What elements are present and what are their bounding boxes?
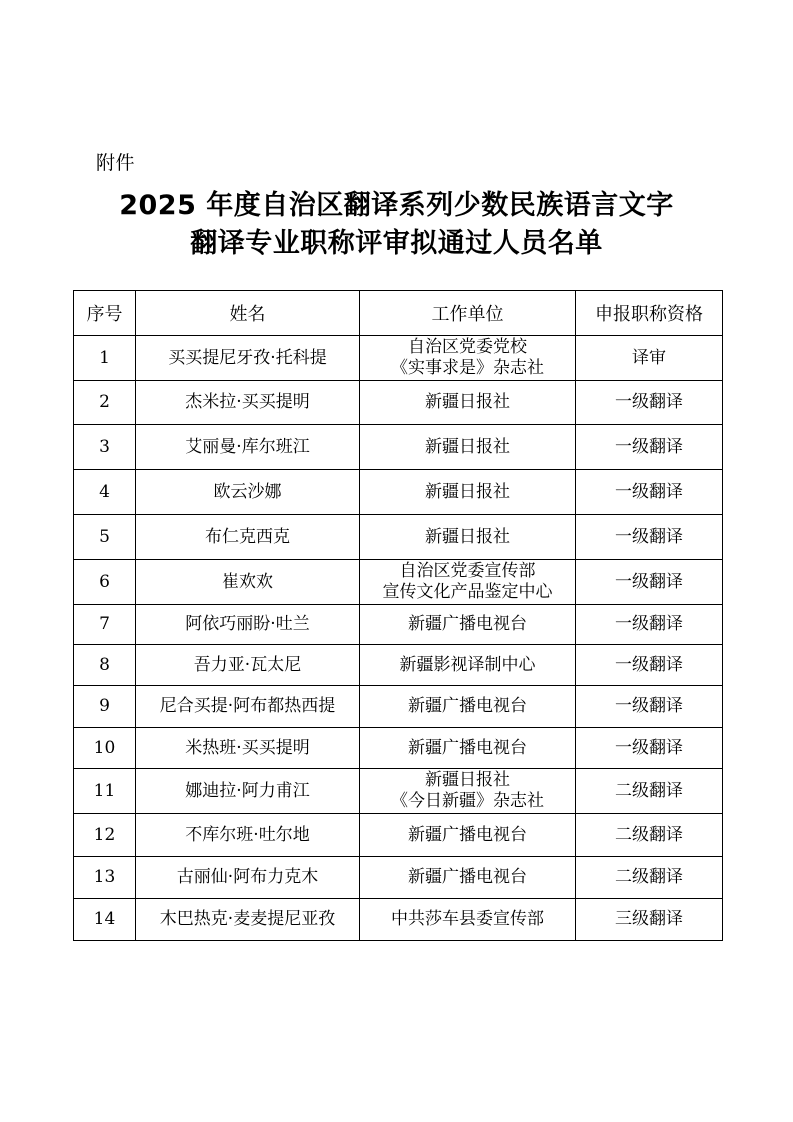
work-unit-line: 新疆日报社 [425,770,510,790]
work-unit-line: 新疆广播电视台 [408,867,527,887]
cell-name: 欧云沙娜 [136,470,360,515]
table-row [74,336,723,381]
table-header-row [74,291,723,336]
header-work-unit: 工作单位 [360,291,576,336]
cell-number: 10 [74,728,136,769]
cell-title-qualification: 一级翻译 [576,605,723,645]
cell-title-qualification: 二级翻译 [576,769,723,814]
work-unit-line: 中共莎车县委宣传部 [391,909,544,929]
cell-work-unit [360,381,576,425]
work-unit-line: 新疆广播电视台 [408,614,527,634]
cell-work-unit [360,814,576,857]
cell-work-unit [360,857,576,899]
cell-number: 9 [74,686,136,728]
cell-title-qualification: 二级翻译 [576,857,723,899]
cell-name: 布仁克西克 [136,515,360,560]
cell-number: 7 [74,605,136,645]
table-row [74,769,723,814]
header-title-qualification: 申报职称资格 [576,291,723,336]
work-unit-line: 《今日新疆》杂志社 [391,791,544,811]
work-unit-line: 自治区党委宣传部 [399,561,536,581]
cell-work-unit [360,645,576,686]
cell-title-qualification: 一级翻译 [576,515,723,560]
cell-work-unit [360,769,576,814]
table-row [74,515,723,560]
table-row [74,645,723,686]
cell-number: 12 [74,814,136,857]
cell-title-qualification: 三级翻译 [576,899,723,941]
cell-number: 5 [74,515,136,560]
cell-title-qualification: 一级翻译 [576,645,723,686]
table-row [74,381,723,425]
table-row [74,814,723,857]
cell-name: 阿依巧丽盼·吐兰 [136,605,360,645]
cell-name: 崔欢欢 [136,560,360,605]
cell-number: 8 [74,645,136,686]
table-row [74,560,723,605]
cell-work-unit [360,686,576,728]
personnel-list-table [73,290,723,941]
cell-number: 4 [74,470,136,515]
table-row [74,470,723,515]
cell-title-qualification: 二级翻译 [576,814,723,857]
cell-title-qualification: 一级翻译 [576,425,723,470]
cell-number: 14 [74,899,136,941]
work-unit-line: 宣传文化产品鉴定中心 [382,582,553,602]
table-row [74,857,723,899]
work-unit-line: 新疆日报社 [425,392,510,412]
document-title-line-2: 翻译专业职称评审拟通过人员名单 [190,228,603,259]
cell-work-unit [360,425,576,470]
work-unit-line: 《实事求是》杂志社 [391,358,544,378]
cell-name: 古丽仙·阿布力克木 [136,857,360,899]
cell-title-qualification: 译审 [576,336,723,381]
cell-work-unit [360,728,576,769]
header-number: 序号 [74,291,136,336]
cell-number: 11 [74,769,136,814]
table-row [74,728,723,769]
table-row [74,899,723,941]
cell-work-unit [360,560,576,605]
cell-work-unit [360,336,576,381]
cell-title-qualification: 一级翻译 [576,686,723,728]
table-row [74,605,723,645]
work-unit-line: 新疆日报社 [425,526,510,547]
cell-number: 6 [74,560,136,605]
work-unit-line: 新疆日报社 [425,481,510,502]
cell-name: 米热班·买买提明 [136,728,360,769]
work-unit-line: 新疆广播电视台 [408,824,527,845]
work-unit-line: 新疆日报社 [425,436,510,457]
cell-name: 不库尔班·吐尔地 [136,814,360,857]
cell-name: 木巴热克·麦麦提尼亚孜 [136,899,360,941]
work-unit-line: 新疆广播电视台 [408,737,527,758]
cell-number: 1 [74,336,136,381]
cell-name: 艾丽曼·库尔班江 [136,425,360,470]
cell-number: 3 [74,425,136,470]
cell-name: 买买提尼牙孜·托科提 [136,336,360,381]
cell-work-unit [360,470,576,515]
cell-work-unit [360,899,576,941]
table-row [74,425,723,470]
cell-name: 杰米拉·买买提明 [136,381,360,425]
attachment-label: 附件 [96,152,136,174]
work-unit-line: 新疆影视译制中心 [399,654,536,675]
table-row [74,686,723,728]
cell-number: 13 [74,857,136,899]
cell-name: 尼合买提·阿布都热西提 [136,686,360,728]
cell-title-qualification: 一级翻译 [576,728,723,769]
cell-name: 吾力亚·瓦太尼 [136,645,360,686]
header-name: 姓名 [136,291,360,336]
cell-title-qualification: 一级翻译 [576,470,723,515]
cell-title-qualification: 一级翻译 [576,560,723,605]
cell-number: 2 [74,381,136,425]
cell-title-qualification: 一级翻译 [576,381,723,425]
cell-work-unit [360,515,576,560]
document-title-line-1: 2025 年度自治区翻译系列少数民族语言文字 [119,190,674,221]
cell-work-unit [360,605,576,645]
table-body [74,336,723,941]
work-unit-line: 新疆广播电视台 [408,696,527,716]
work-unit-line: 自治区党委党校 [408,337,527,357]
cell-name: 娜迪拉·阿力甫江 [136,769,360,814]
